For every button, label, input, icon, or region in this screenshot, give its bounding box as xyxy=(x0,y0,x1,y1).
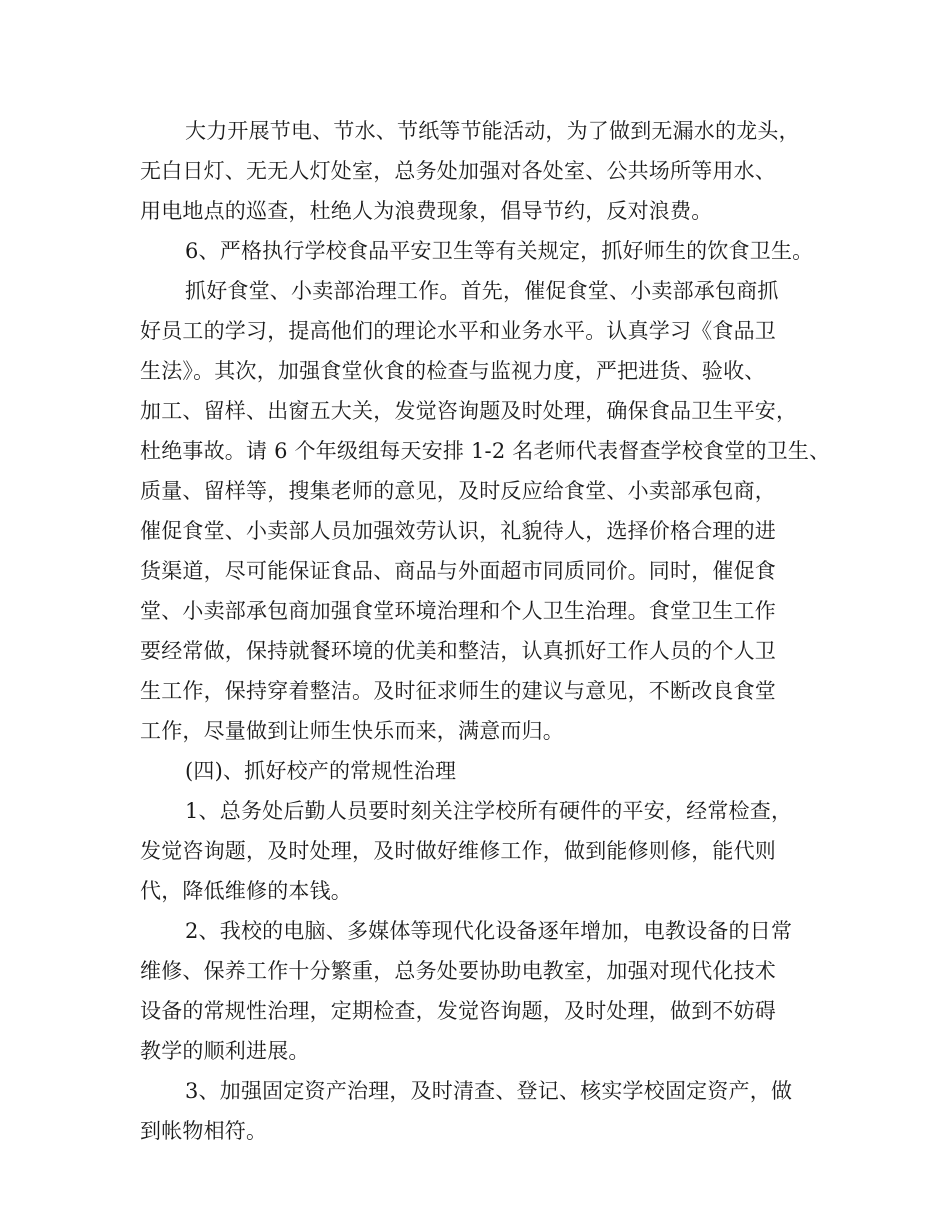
paragraph-line: 加工、留样、出窗五大关，发觉咨询题及时处理，确保食品卫生平安， xyxy=(140,399,798,423)
paragraph-line: 要经常做，保持就餐环境的优美和整洁，认真抓好工作人员的个人卫 xyxy=(140,639,776,663)
paragraph-line: 到帐物相符。 xyxy=(140,1119,268,1143)
paragraph-line: 设备的常规性治理，定期检查，发觉咨询题，及时处理，做到不妨碍 xyxy=(140,999,776,1023)
paragraph-line: 大力开展节电、节水、节纸等节能活动，为了做到无漏水的龙头， xyxy=(185,119,800,143)
paragraph-line: 发觉咨询题，及时处理，及时做好维修工作，做到能修则修，能代则 xyxy=(140,839,776,863)
paragraph-line: 生工作，保持穿着整洁。及时征求师生的建议与意见，不断改良食堂 xyxy=(140,679,776,703)
paragraph-line: 2、我校的电脑、多媒体等现代化设备逐年增加，电教设备的日常 xyxy=(185,919,793,943)
paragraph-line: 货渠道，尽可能保证食品、商品与外面超市同质同价。同时，催促食 xyxy=(140,559,776,583)
paragraph-line: 生法》。其次，加强食堂伙食的检查与监视力度，严把进货、验收、 xyxy=(140,359,766,383)
paragraph-line: 无白日灯、无无人灯处室，总务处加强对各处室、公共场所等用水、 xyxy=(140,159,776,183)
paragraph-line: 维修、保养工作十分繁重，总务处要协助电教室，加强对现代化技术 xyxy=(140,959,776,983)
paragraph-line: 杜绝事故。请 6 个年级组每天安排 1-2 名老师代表督查学校食堂的卫生、 xyxy=(140,439,831,463)
paragraph-line: 质量、留样等，搜集老师的意见，及时反应给食堂、小卖部承包商， xyxy=(140,479,776,503)
paragraph-line: 用电地点的巡查，杜绝人为浪费现象，倡导节约，反对浪费。 xyxy=(140,199,713,223)
paragraph-line: 教学的顺利进展。 xyxy=(140,1039,310,1063)
paragraph-line: 3、加强固定资产治理，及时清查、登记、核实学校固定资产，做 xyxy=(185,1079,793,1103)
paragraph-line: 代，降低维修的本钱。 xyxy=(140,879,352,903)
paragraph-line: 好员工的学习，提高他们的理论水平和业务水平。认真学习《食品卫 xyxy=(140,319,776,343)
paragraph-line: 催促食堂、小卖部人员加强效劳认识，礼貌待人，选择价格合理的进 xyxy=(140,519,776,543)
paragraph-line: 1、总务处后勤人员要时刻关注学校所有硬件的平安，经常检查， xyxy=(185,799,793,823)
paragraph-line: 6、严格执行学校食品平安卫生等有关规定，抓好师生的饮食卫生。 xyxy=(185,239,814,263)
paragraph-line: 抓好食堂、小卖部治理工作。首先，催促食堂、小卖部承包商抓 xyxy=(185,279,779,303)
paragraph-line: 工作，尽量做到让师生快乐而来，满意而归。 xyxy=(140,719,564,743)
section-heading: (四)、抓好校产的常规性治理 xyxy=(185,759,457,783)
paragraph-line: 堂、小卖部承包商加强食堂环境治理和个人卫生治理。食堂卫生工作 xyxy=(140,599,776,623)
